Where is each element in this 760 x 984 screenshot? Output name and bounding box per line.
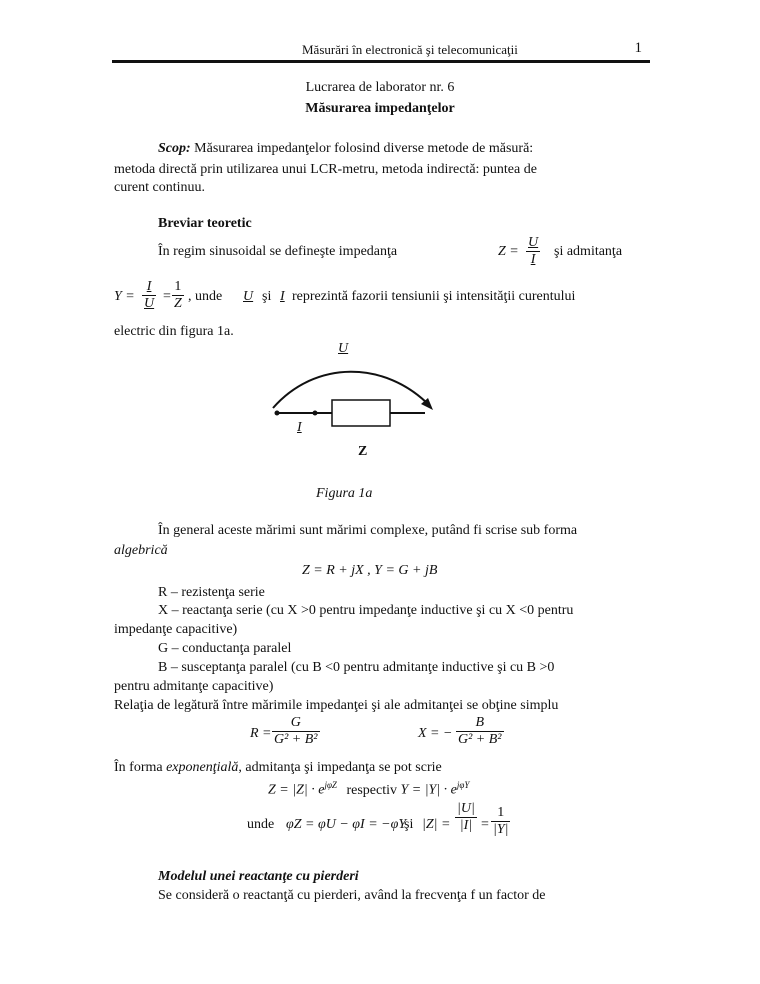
def-x-2: impedanţe capacitive) — [114, 622, 238, 637]
p2-y: Y = — [114, 289, 135, 304]
header-title: Măsurări în electronică şi telecomunicaţii — [302, 42, 518, 57]
def-g: G – conductanţa paralel — [158, 641, 292, 656]
p1-z: Z = — [498, 244, 519, 259]
def-b-1: B – susceptanţa paralel (cu B <0 pentru admitanţe inductive şi cu B >0 — [158, 660, 555, 675]
frac-r: $\frac{G}{\text{G² + B²}}$ — [274, 715, 318, 747]
general-line-2: algebrică — [114, 543, 168, 558]
scope-line-3: curent continuu. — [114, 180, 205, 195]
figure-label-u: U — [338, 341, 349, 356]
eq-eq2: = — [481, 817, 489, 832]
exp-line: În forma exponenţială, admitanţa şi impedanţa se pot scrie — [114, 760, 442, 775]
page-header — [112, 40, 648, 60]
def-r: R – rezistenţa serie — [158, 585, 265, 600]
p2-rest: reprezintă fazorii tensiunii şi intensităţii curentului — [292, 289, 576, 304]
def-x-1: X – reactanţa serie (cu X >0 pentru impedanţe inductive şi cu X <0 pentru — [158, 603, 574, 618]
page-number: 1 — [634, 40, 642, 56]
scope-line-2: metoda directă prin utilizarea unui LCR-metru, metoda indirectă: puntea de — [114, 162, 537, 177]
p1-text: În regim sinusoidal se defineşte impedanţa — [158, 244, 398, 259]
def-b-2: pentru admitanţe capacitive) — [114, 679, 274, 694]
circuit-figure — [265, 358, 445, 438]
frac-1-over-z: $\frac{1}{Z}$ — [174, 279, 182, 311]
lab-line: Lucrarea de laborator nr. 6 — [305, 80, 455, 95]
eq-x-label: X = − — [418, 726, 453, 741]
relation-line: Relaţia de legătură între mărimile impedanţei şi ale admitanţei se obţine simplu — [114, 698, 559, 713]
terminal-left — [275, 411, 280, 416]
scope-label: Scop: — [158, 141, 191, 156]
p2-unde: , unde — [188, 289, 223, 304]
section-breviar: Breviar teoretic — [158, 216, 252, 231]
frac-u-over-i: $\frac{U}{I}$ — [528, 235, 539, 267]
eq-algebraic: Z = R + jX , Y = G + jB — [302, 563, 438, 578]
impedance-box — [332, 400, 390, 426]
general-line-1: În general aceste mărimi sunt mărimi complexe, putând fi scrise sub forma — [158, 523, 578, 538]
p2-u: U — [243, 289, 254, 304]
p1-and: şi admitanţa — [554, 244, 623, 259]
eq-si: şi — [404, 817, 414, 832]
section-model: Modelul unei reactanţe cu pierderi — [158, 869, 359, 884]
frac-x: $\frac{B}{\text{G² + B²}}$ — [458, 715, 502, 747]
eq-r-label: R = — [250, 726, 272, 741]
terminal-mid — [313, 411, 318, 416]
figure-label-z: Z — [358, 444, 368, 459]
p3-text: electric din figura 1a. — [114, 324, 234, 339]
eq-absz: |Z| = — [422, 817, 451, 832]
eq-unde: unde — [247, 817, 275, 832]
p2-i: I — [280, 289, 285, 304]
p2-si: şi — [262, 289, 272, 304]
p2-eq: = — [163, 289, 171, 304]
header-rule — [112, 60, 650, 63]
last-line: Se consideră o reactanţă cu pierderi, având la frecvenţa f un factor de — [158, 888, 546, 903]
figure-label-i: I — [297, 420, 302, 435]
frac-absu-absi: $\frac{|U|}{|I|}$ — [457, 801, 475, 833]
eq-phi: φZ = φU − φI = −φY — [286, 817, 407, 832]
figure-caption: Figura 1a — [316, 486, 373, 501]
scope-line-1 — [158, 141, 646, 157]
eq-exponential: $Z = |Z| \cdot e^{j\varphi Z}$ respectiv $Y = |Y| \cdot e^{j\varphi Y}$ — [268, 780, 470, 798]
scope-text-1: Măsurarea impedanţelor folosind diverse metode de măsură: — [190, 141, 534, 156]
lab-title: Măsurarea impedanţelor — [305, 101, 455, 116]
frac-i-over-u: $\frac{I}{U}$ — [144, 279, 155, 311]
frac-1-absy: $\frac{1}{|Y|}$ — [493, 805, 509, 837]
